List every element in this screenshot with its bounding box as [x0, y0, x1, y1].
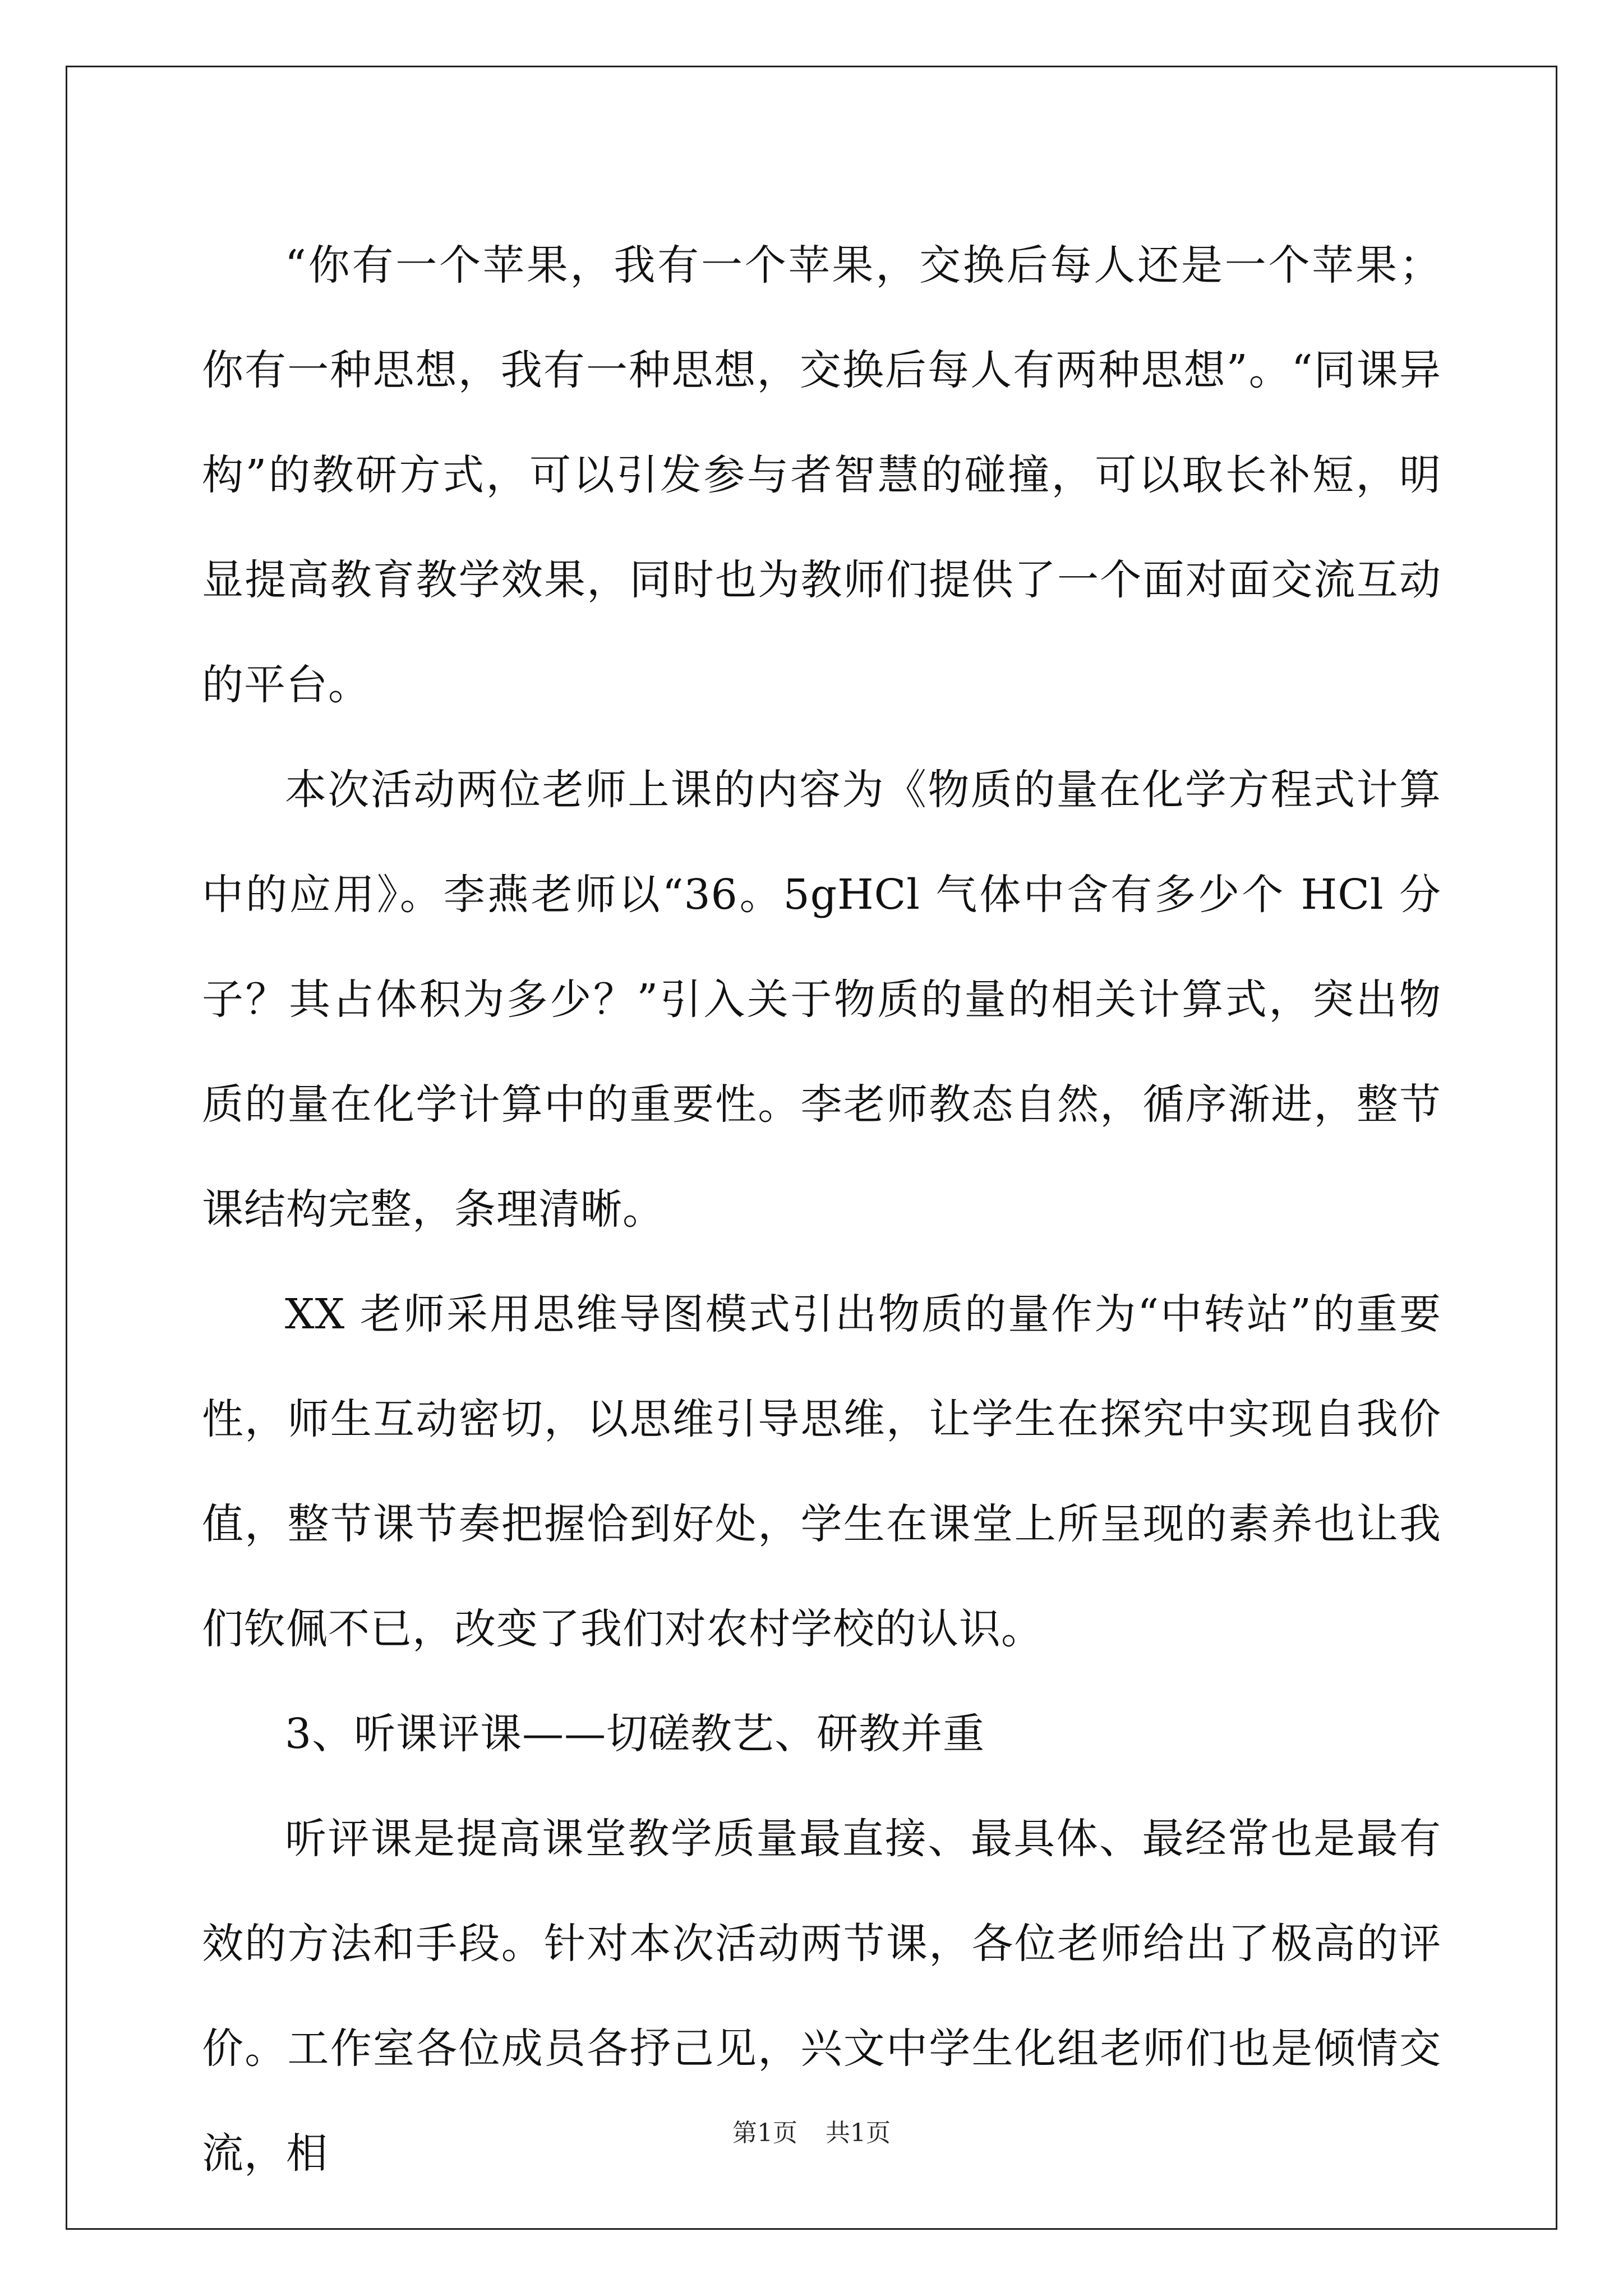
page-number: 第1页: [732, 2119, 797, 2147]
page-total: 共1页: [826, 2119, 891, 2147]
page-footer: [0, 2116, 1623, 2150]
paragraph-lesson-evaluation: 听评课是提高课堂教学质量最直接、最具体、最经常也是最有效的方法和手段。针对本次活动两节课，各位老师给出了极高的评价。工作室各位成员各抒己见，兴文中学生化组老师们也是倾情交流，相: [202, 1815, 1441, 2178]
section-heading-lesson-review: 3、听课评课——切磋教艺、研教并重: [285, 1710, 985, 1758]
paragraph-quote-apples: “你有一个苹果，我有一个苹果，交换后每人还是一个苹果；你有一种思想，我有一种思想，交换后每人有两种思想”。“同课异构”的教研方式，可以引发参与者智慧的碰撞，可以取长补短，明显提高教育教学效果，同时也为教师们提供了一个面对面交流互动的平台。: [202, 241, 1441, 709]
document-body: [202, 213, 1441, 2206]
paragraph-mind-map-teacher: XX 老师采用思维导图模式引出物质的量作为“中转站”的重要性，师生互动密切，以思维引导思维，让学生在探究中实现自我价值，整节课节奏把握恰到好处，学生在课堂上所呈现的素养也让我们钦佩不已，改变了我们对农村学校的认识。: [202, 1290, 1441, 1653]
paragraph-lesson-content: 本次活动两位老师上课的内容为《物质的量在化学方程式计算中的应用》。李燕老师以“36。5gHCl 气体中含有多少个 HCl 分子？其占体积为多少？”引入关于物质的量的相关计算式，突出物质的量在化学计算中的重要性。李老师教态自然，循序渐进，整节课结构完整，条理清晰。: [202, 766, 1441, 1234]
